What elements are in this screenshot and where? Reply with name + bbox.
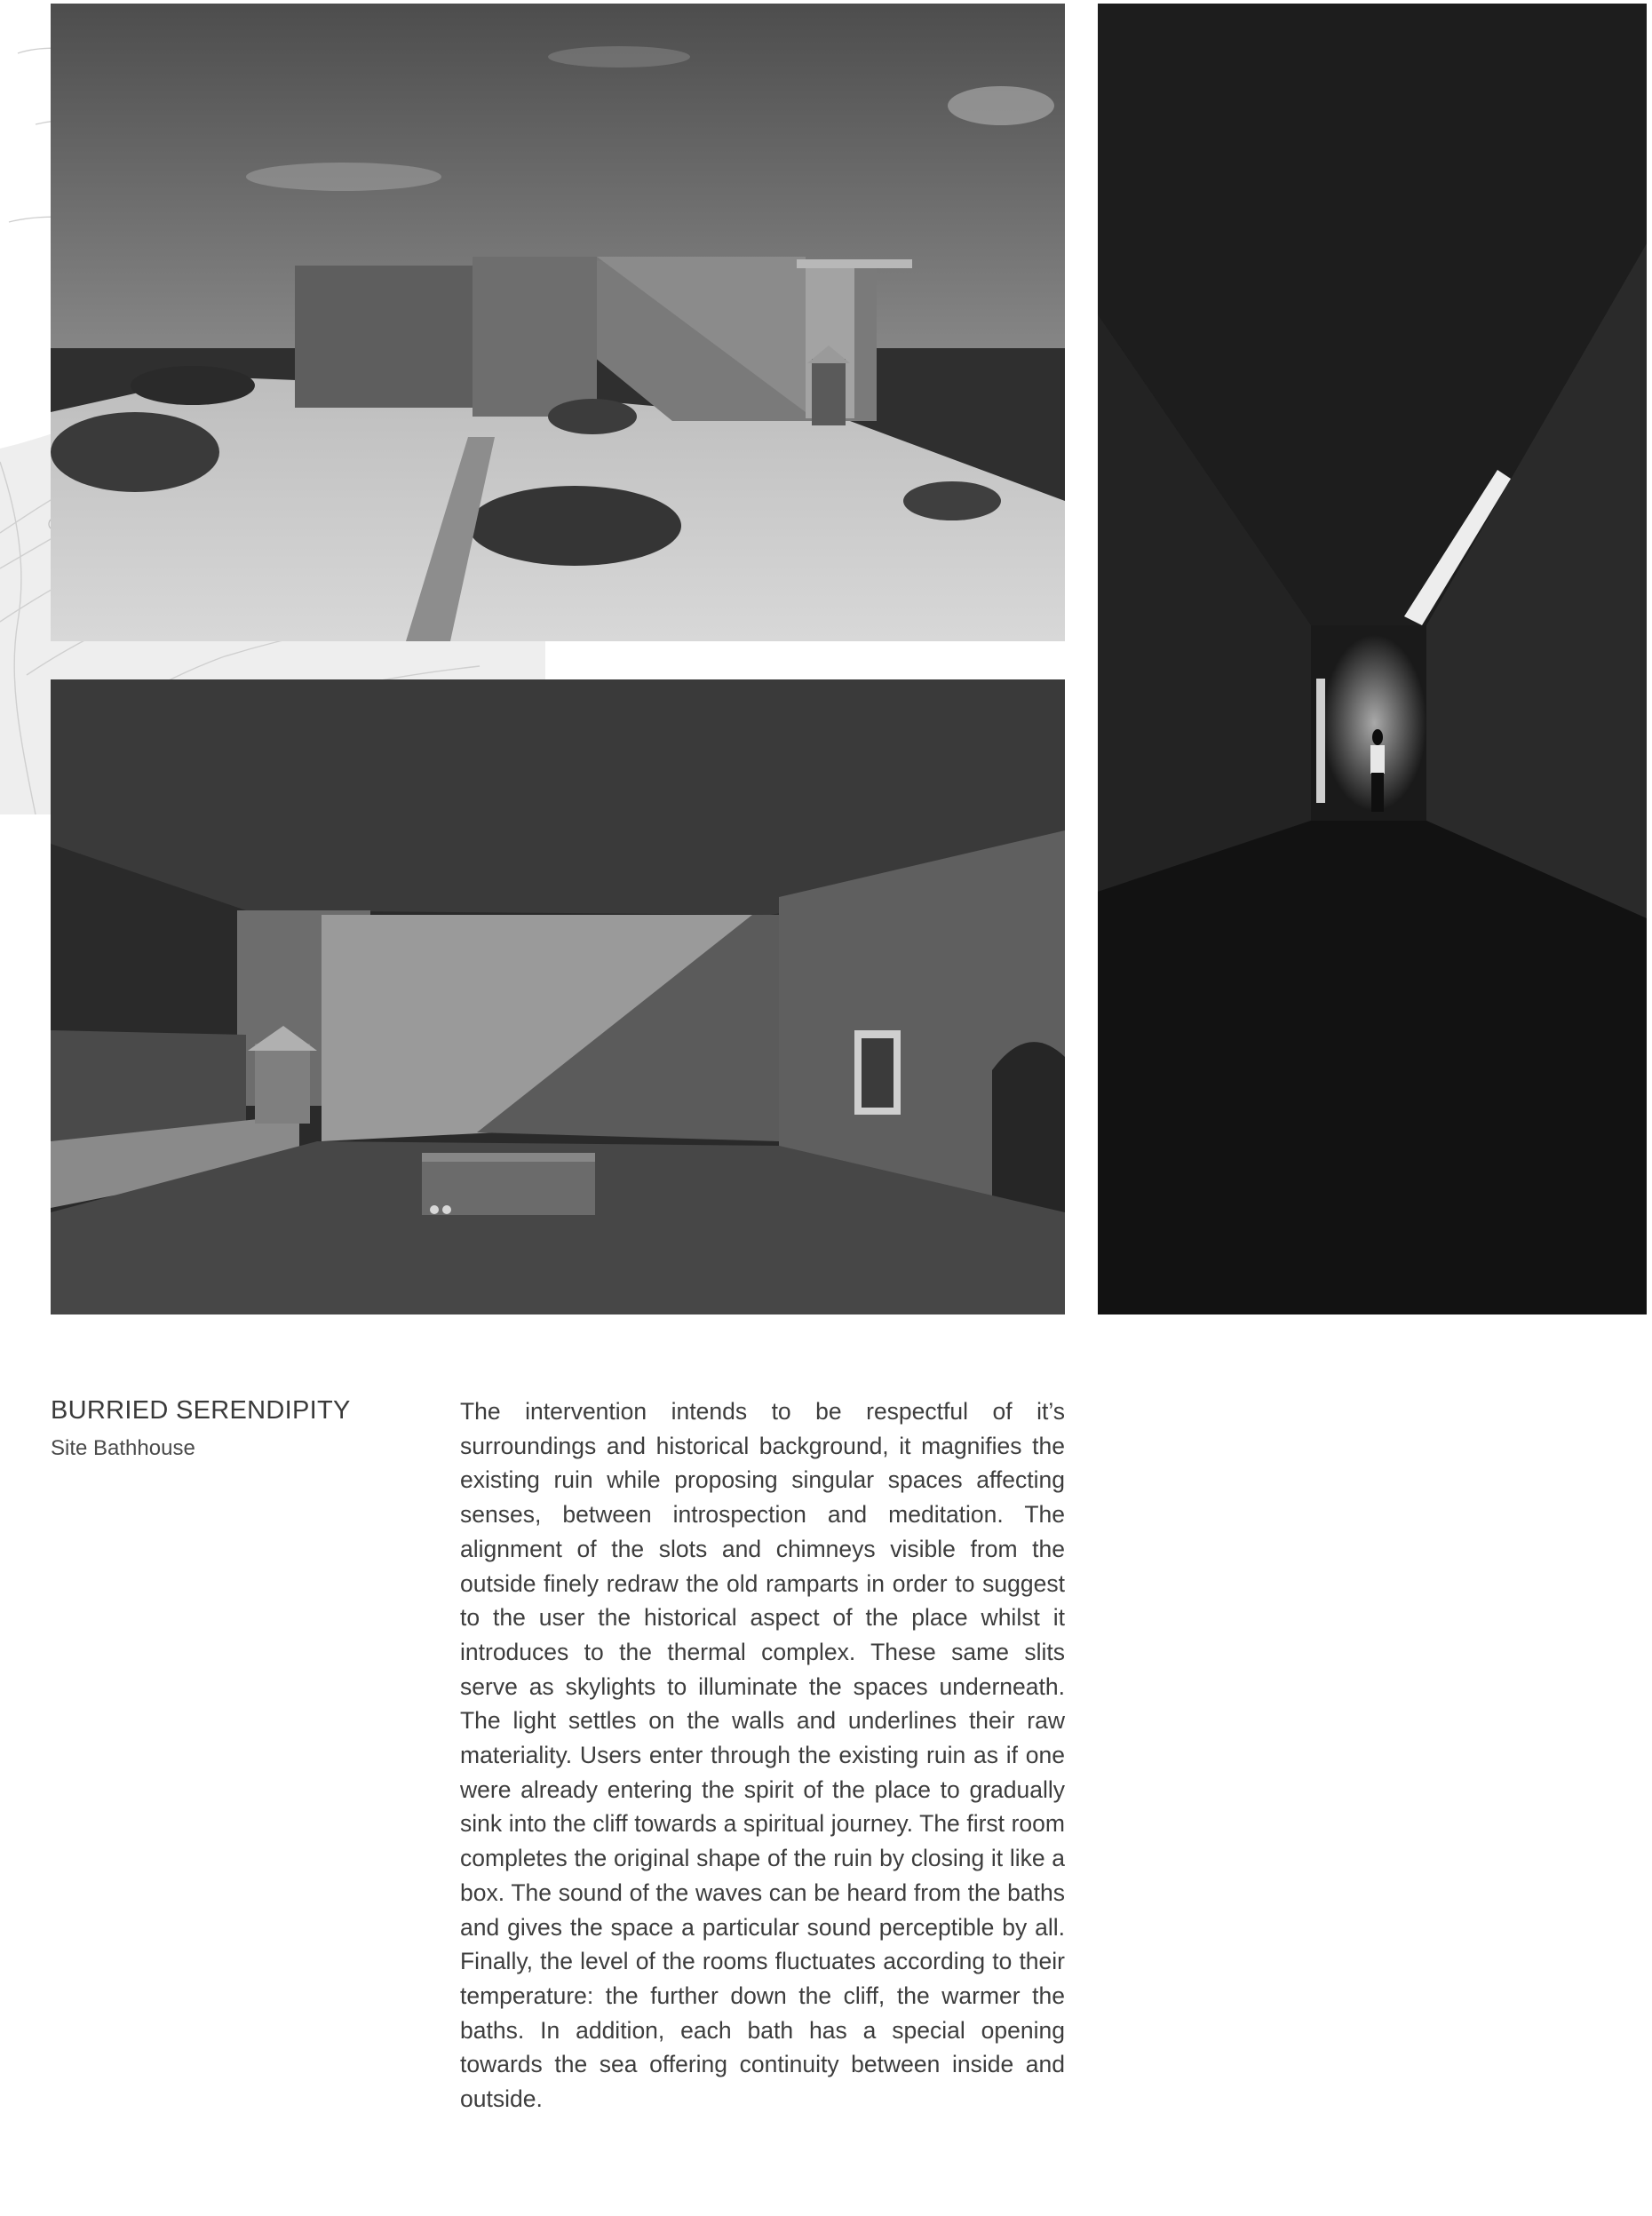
photo-corridor (1098, 4, 1647, 1315)
ruin-exterior-image (51, 4, 1065, 641)
photo-ruin-exterior (51, 4, 1065, 641)
photo-covered-court (51, 679, 1065, 1315)
corridor-image (1098, 4, 1647, 1315)
project-subtitle: Site Bathhouse (51, 1436, 195, 1460)
project-description: The intervention intends to be respectful of it’s surroundings and historical background, it magnifies the existing ruin while proposing singular spaces affecting senses, between introspection and meditation. The alignment of the slots and chimneys visible from the outside finely redraw the old ramparts in order to suggest to the user the historical aspect of the place whilst it introduces to the thermal complex. These same slits serve as skylights to illuminate the spaces underneath. The light settles on the walls and underlines their raw materiality. Users enter through the existing ruin as if one were already entering the spirit of the place to gradually sink into the cliff towards a spiritual journey. The first room completes the original shape of the ruin by closing it like a box. The sound of the waves can be heard from the baths and gives the space a particular sound perceptible by all. Finally, the level of the rooms fluctuates according to their temperature: the further down the cliff, the warmer the baths. In addition, each bath has a special opening towards the sea offering continuity between inside and outside. (460, 1398, 1065, 2113)
project-title: BURRIED SERENDIPITY (51, 1396, 351, 1425)
covered-court-image (51, 679, 1065, 1315)
